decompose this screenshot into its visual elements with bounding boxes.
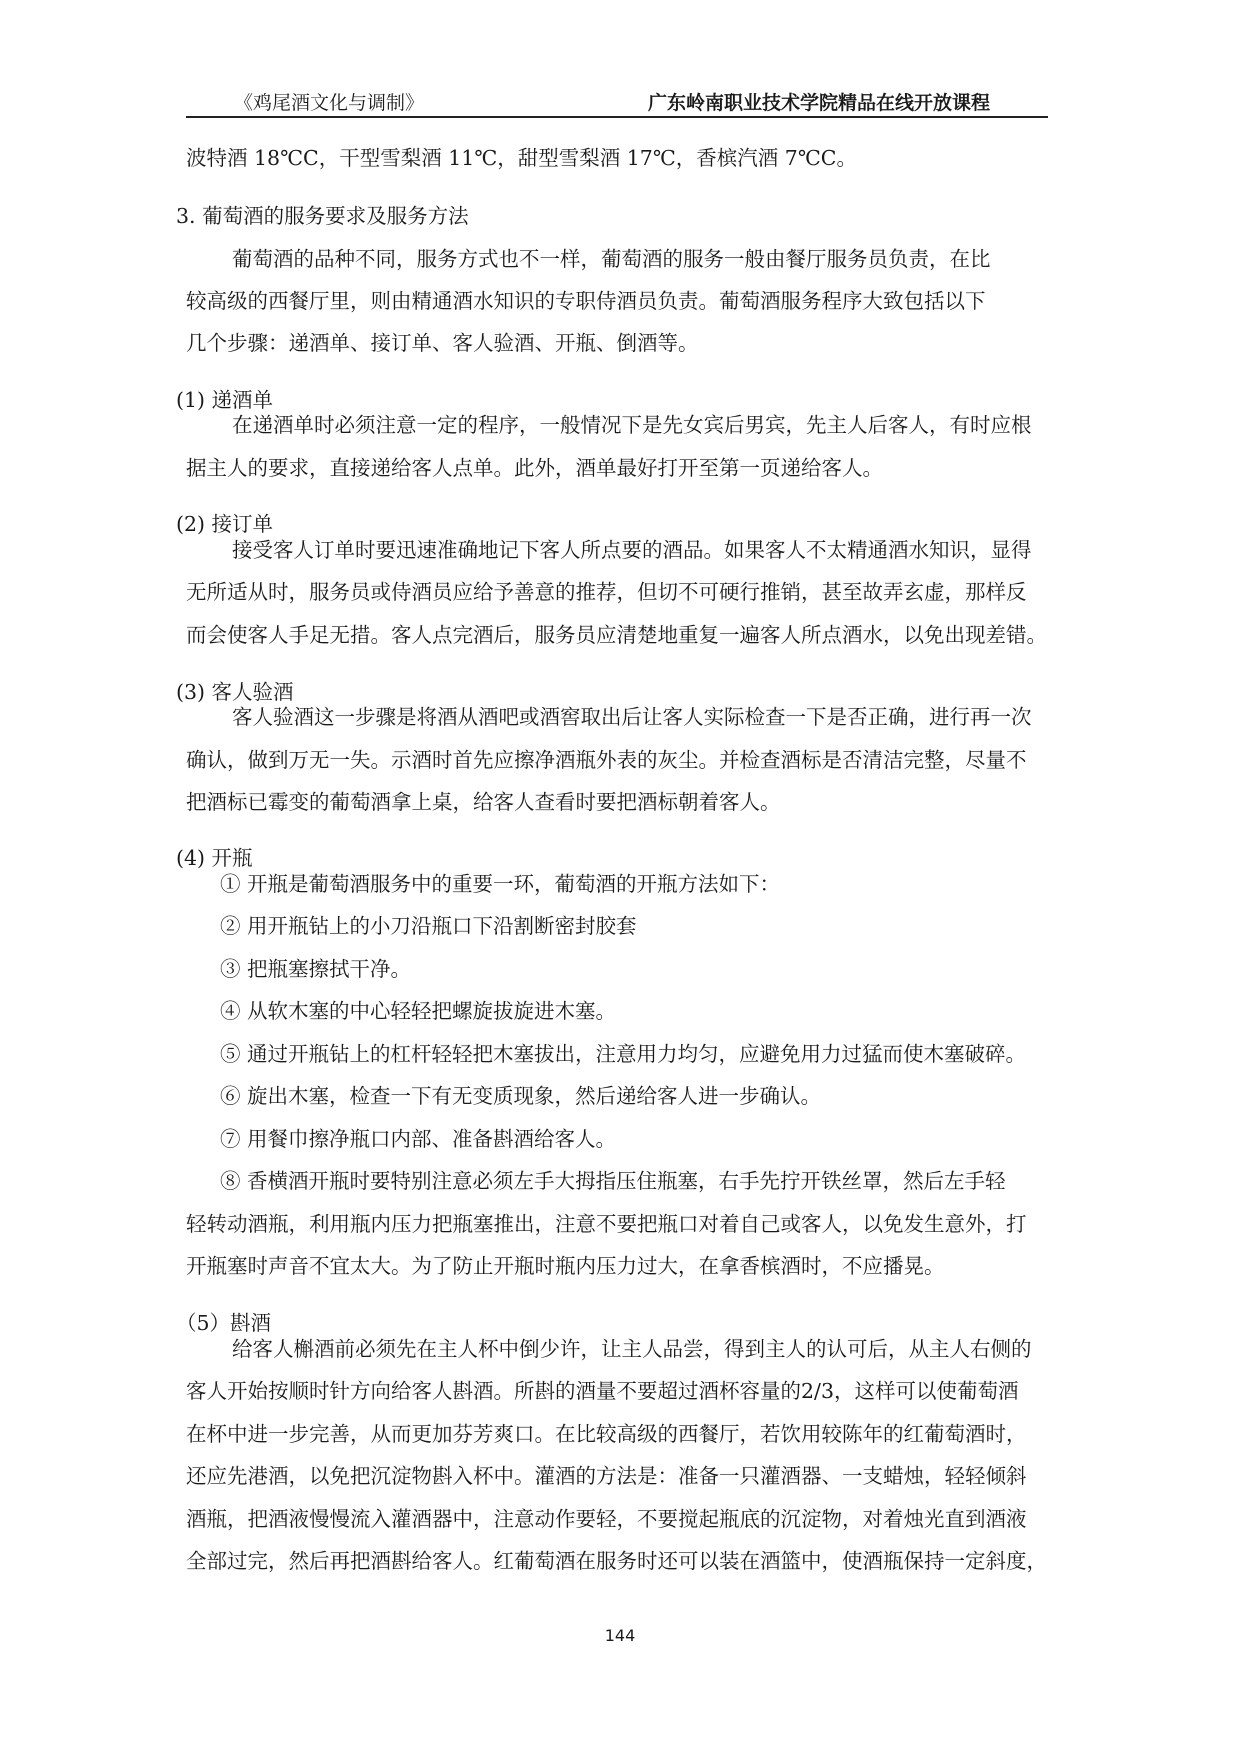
- paragraph-line: 确认，做到万无一失。示酒时首先应擦净酒瓶外表的灰尘。并检查酒标是否清洁完整，尽量不: [186, 748, 1027, 772]
- paragraph-line: 在递酒单时必须注意一定的程序，一般情况下是先女宾后男宾，先主人后客人，有时应根: [232, 413, 1032, 437]
- header-institution: 广东岭南职业技术学院精品在线开放课程: [647, 92, 990, 114]
- subsection-heading: (3) 客人验酒: [176, 680, 294, 704]
- paragraph-line: 酒瓶，把酒液慢慢流入灌酒器中，注意动作要轻，不要搅起瓶底的沉淀物，对着烛光直到酒液: [186, 1507, 1027, 1531]
- paragraph-line: 葡萄酒的品种不同，服务方式也不一样，葡萄酒的服务一般由餐厅服务员负责，在比: [232, 247, 991, 271]
- list-item: ⑤ 通过开瓶钻上的杠杆轻轻把木塞拔出，注意用力均匀，应避免用力过猛而使木塞破碎。: [220, 1042, 1027, 1066]
- section-heading: 3. 葡萄酒的服务要求及服务方法: [176, 204, 469, 228]
- list-item: ⑦ 用餐巾擦净瓶口内部、准备斟酒给客人。: [220, 1127, 617, 1151]
- list-item: ① 开瓶是葡萄酒服务中的重要一环，葡萄酒的开瓶方法如下：: [220, 872, 781, 896]
- paragraph-line: 客人验酒这一步骤是将酒从酒吧或酒窖取出后让客人实际检查一下是否正确，进行再一次: [232, 705, 1032, 729]
- subsection-heading: (2) 接订单: [176, 512, 274, 536]
- paragraph-line: 还应先港酒，以免把沉淀物斟入杯中。灌酒的方法是：准备一只灌酒器、一支蜡烛，轻轻倾斜: [186, 1464, 1027, 1488]
- list-item: ② 用开瓶钻上的小刀沿瓶口下沿割断密封胶套: [220, 914, 637, 938]
- paragraph-line: 较高级的西餐厅里，则由精通酒水知识的专职侍酒员负责。葡萄酒服务程序大致包括以下: [186, 289, 986, 313]
- paragraph-line: 全部过完，然后再把酒斟给客人。红葡萄酒在服务时还可以装在酒篮中，使酒瓶保持一定斜度，: [186, 1549, 1047, 1573]
- paragraph-line: 轻转动酒瓶，利用瓶内压力把瓶塞推出，注意不要把瓶口对着自己或客人，以免发生意外，打: [186, 1212, 1027, 1236]
- paragraph-line: 而会使客人手足无措。客人点完酒后，服务员应清楚地重复一遍客人所点酒水，以免出现差错。: [186, 623, 1047, 647]
- list-item: ⑥ 旋出木塞，检查一下有无变质现象，然后递给客人进一步确认。: [220, 1084, 822, 1108]
- paragraph-line: 在杯中进一步完善，从而更加芬芳爽口。在比较高级的西餐厅，若饮用较陈年的红葡萄酒时，: [186, 1422, 1027, 1446]
- paragraph-line: 接受客人订单时要迅速准确地记下客人所点要的酒品。如果客人不太精通酒水知识，显得: [232, 538, 1032, 562]
- paragraph-line: 给客人槲酒前必须先在主人杯中倒少许，让主人品尝，得到主人的认可后，从主人右侧的: [232, 1337, 1032, 1361]
- list-item: ④ 从软木塞的中心轻轻把螺旋拔旋进木塞。: [220, 999, 617, 1023]
- header-course-title: 《鸡尾酒文化与调制》: [234, 92, 425, 114]
- paragraph-line: 波特酒 18℃C，干型雪梨酒 11℃，甜型雪梨酒 17℃，香槟汽酒 7℃C。: [186, 146, 857, 170]
- running-header: [186, 86, 1048, 118]
- paragraph-line: 客人开始按顺时针方向给客人斟酒。所斟的酒量不要超过酒杯容量的2/3，这样可以使葡萄酒: [186, 1379, 1019, 1403]
- subsection-heading: （5）斟酒: [176, 1311, 272, 1335]
- paragraph-line: 几个步骤：递酒单、接订单、客人验酒、开瓶、倒酒等。: [186, 331, 699, 355]
- paragraph-line: 把酒标已霉变的葡萄酒拿上桌，给客人查看时要把酒标朝着客人。: [186, 790, 781, 814]
- paragraph-line: 开瓶塞时声音不宜太大。为了防止开瓶时瓶内压力过大，在拿香槟酒时，不应播晃。: [186, 1254, 945, 1278]
- subsection-heading: (4) 开瓶: [176, 846, 253, 870]
- page-number: 144: [604, 1626, 636, 1645]
- paragraph-line: 据主人的要求，直接递给客人点单。此外，酒单最好打开至第一页递给客人。: [186, 456, 883, 480]
- list-item: ⑧ 香横酒开瓶时要特别注意必须左手大拇指压住瓶塞，右手先拧开铁丝罩，然后左手轻: [220, 1169, 1006, 1193]
- paragraph-line: 无所适从时，服务员或侍酒员应给予善意的推荐，但切不可硬行推销，甚至故弄玄虚，那样反: [186, 580, 1027, 604]
- subsection-heading: (1) 递酒单: [176, 388, 274, 412]
- list-item: ③ 把瓶塞擦拭干净。: [220, 957, 412, 981]
